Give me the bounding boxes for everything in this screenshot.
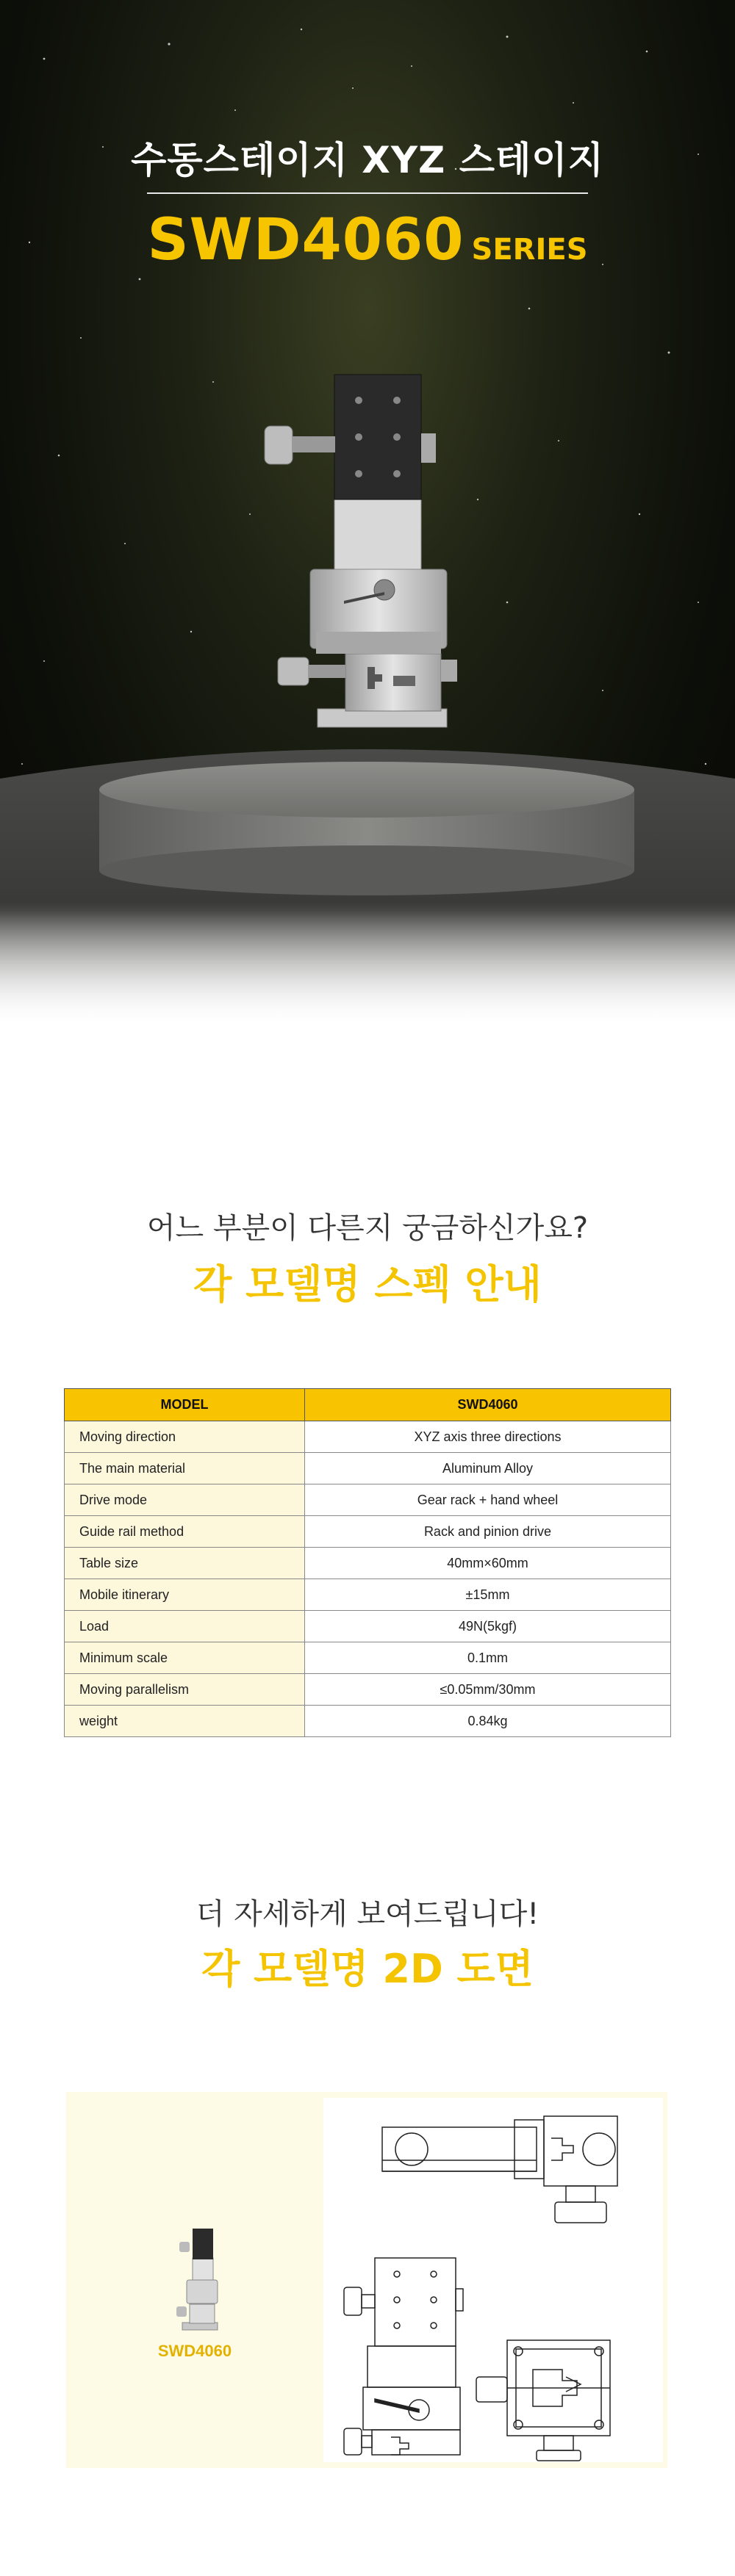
hero-banner bbox=[0, 0, 735, 1028]
spec-key: Guide rail method bbox=[65, 1516, 305, 1548]
drawing-product-label: SWD4060 bbox=[157, 2342, 232, 2360]
table-row bbox=[65, 1674, 671, 1706]
spec-value: Rack and pinion drive bbox=[305, 1516, 671, 1548]
spec-value: 0.84kg bbox=[305, 1706, 671, 1737]
hero-divider bbox=[147, 192, 588, 194]
drawing-subtitle: 더 자세하게 보여드립니다! bbox=[196, 1897, 539, 1931]
spec-header-key: MODEL bbox=[65, 1389, 305, 1421]
spec-value: Aluminum Alloy bbox=[305, 1453, 671, 1484]
spec-key: Table size bbox=[65, 1548, 305, 1579]
spec-heading: 각 모델명 스펙 안내 bbox=[193, 1261, 542, 1307]
spec-value: 40mm×60mm bbox=[305, 1548, 671, 1579]
spec-value: ±15mm bbox=[305, 1579, 671, 1611]
drawing-heading: 각 모델명 2D 도면 bbox=[201, 1946, 534, 1992]
product-thumbnail bbox=[176, 2227, 220, 2337]
table-row bbox=[65, 1611, 671, 1642]
spec-table-header-row bbox=[65, 1389, 671, 1421]
spec-key: Moving parallelism bbox=[65, 1674, 305, 1706]
table-row bbox=[65, 1421, 671, 1453]
spec-header-value: SWD4060 bbox=[305, 1389, 671, 1421]
drawing-panel bbox=[66, 2092, 667, 2468]
hero-model-name bbox=[0, 207, 735, 273]
hero-series-label: SERIES bbox=[471, 233, 588, 267]
technical-2d-drawing bbox=[323, 2098, 663, 2462]
spec-subtitle: 어느 부분이 다른지 궁금하신가요? bbox=[146, 1211, 589, 1245]
spec-key: weight bbox=[65, 1706, 305, 1737]
spec-value: 0.1mm bbox=[305, 1642, 671, 1674]
spec-key: Drive mode bbox=[65, 1484, 305, 1516]
table-row bbox=[65, 1484, 671, 1516]
table-row bbox=[65, 1548, 671, 1579]
table-row bbox=[65, 1453, 671, 1484]
technical-drawing-area bbox=[323, 2098, 663, 2462]
table-row bbox=[65, 1579, 671, 1611]
spec-value: XYZ axis three directions bbox=[305, 1421, 671, 1453]
spec-key: Minimum scale bbox=[65, 1642, 305, 1674]
table-row bbox=[65, 1642, 671, 1674]
hero-title: 수동스테이지 XYZ 스테이지 bbox=[131, 139, 604, 181]
stage-product-image bbox=[265, 375, 457, 727]
spec-value: ≤0.05mm/30mm bbox=[305, 1674, 671, 1706]
spec-key: Moving direction bbox=[65, 1421, 305, 1453]
spec-key: The main material bbox=[65, 1453, 305, 1484]
spec-key: Load bbox=[65, 1611, 305, 1642]
hero-model-code: SWD4060 bbox=[147, 207, 465, 273]
hero-product-scene bbox=[0, 309, 735, 1028]
table-row bbox=[65, 1706, 671, 1737]
spec-value: Gear rack + hand wheel bbox=[305, 1484, 671, 1516]
spec-key: Mobile itinerary bbox=[65, 1579, 305, 1611]
spec-value: 49N(5kgf) bbox=[305, 1611, 671, 1642]
table-row bbox=[65, 1516, 671, 1548]
spec-table bbox=[64, 1388, 671, 1737]
